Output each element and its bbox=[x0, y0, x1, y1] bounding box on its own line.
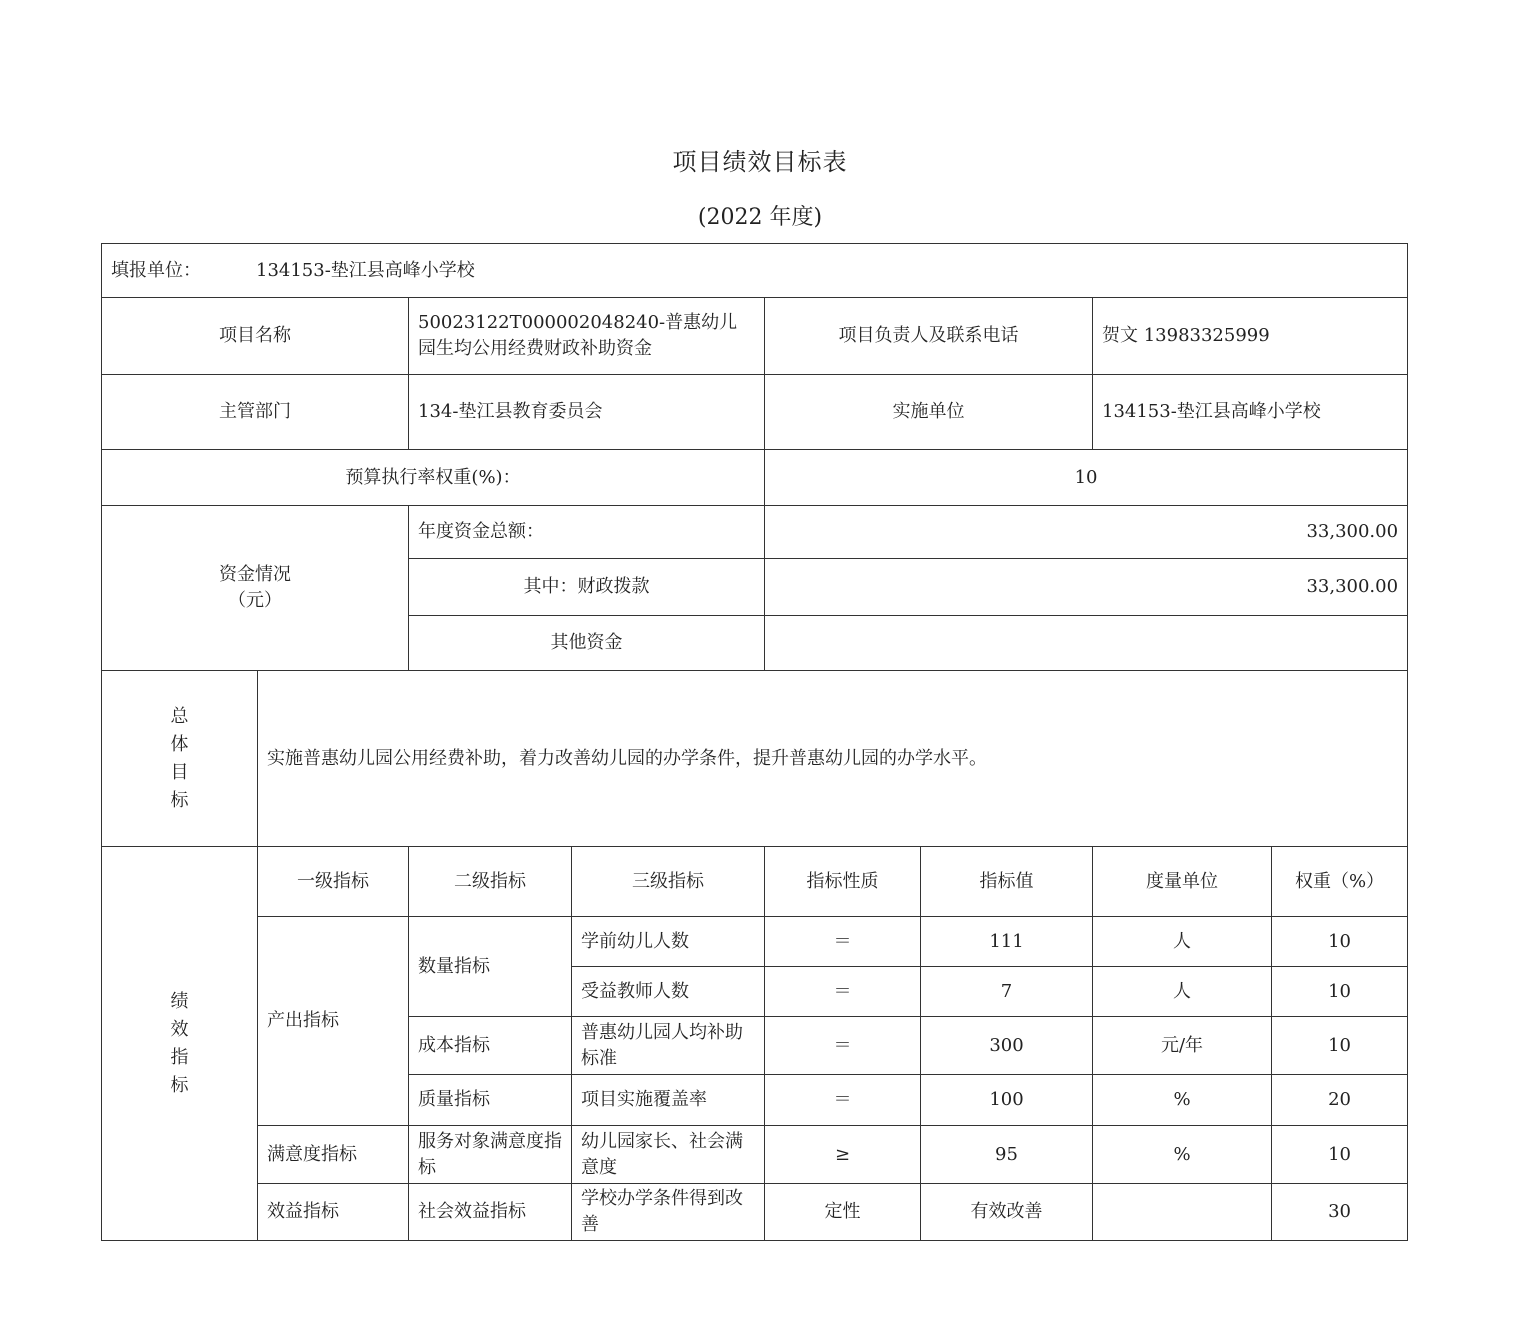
budget-rate-value: 10 bbox=[765, 450, 1408, 506]
goal-label bbox=[102, 671, 258, 847]
page-subtitle: (2022 年度) bbox=[697, 205, 823, 230]
project-row bbox=[102, 298, 1408, 375]
impl-label: 实施单位 bbox=[765, 375, 1093, 450]
goal-row bbox=[102, 671, 1408, 847]
funds-total-row bbox=[102, 506, 1408, 559]
quantity-indicator-label: 数量指标 bbox=[409, 917, 572, 1017]
unit-value: 134153-垫江县高峰小学校 bbox=[256, 259, 475, 281]
unit-cell: 元/年 bbox=[1093, 1017, 1272, 1075]
funds-total-label: 年度资金总额： bbox=[409, 506, 765, 559]
page-title: 项目绩效目标表 bbox=[672, 148, 848, 176]
weight-cell: 10 bbox=[1272, 967, 1408, 1017]
contact-value: 贺文 13983325999 bbox=[1093, 298, 1408, 375]
l3-cell: 项目实施覆盖率 bbox=[572, 1075, 765, 1126]
value-cell: 111 bbox=[921, 917, 1093, 967]
weight-cell: 20 bbox=[1272, 1075, 1408, 1126]
value-cell: 7 bbox=[921, 967, 1093, 1017]
unit-cell: % bbox=[1093, 1075, 1272, 1126]
unit-cell: 人 bbox=[1093, 917, 1272, 967]
contact-label: 项目负责人及联系电话 bbox=[765, 298, 1093, 375]
l3-cell: 学校办学条件得到改善 bbox=[572, 1184, 765, 1241]
perf-label bbox=[102, 847, 258, 1241]
goal-label-char: 标 bbox=[170, 789, 189, 811]
funds-total-value: 33,300.00 bbox=[765, 506, 1408, 559]
budget-rate-row bbox=[102, 450, 1408, 506]
funds-fiscal-value: 33,300.00 bbox=[765, 559, 1408, 616]
goal-label-char: 总 bbox=[170, 705, 189, 727]
performance-table bbox=[101, 243, 1408, 1241]
budget-rate-label: 预算执行率权重(%)： bbox=[102, 450, 765, 506]
header-nature: 指标性质 bbox=[765, 847, 921, 917]
table-row bbox=[102, 917, 1408, 967]
impl-value: 134153-垫江县高峰小学校 bbox=[1093, 375, 1408, 450]
header-l1: 一级指标 bbox=[258, 847, 409, 917]
project-name-label: 项目名称 bbox=[102, 298, 409, 375]
value-cell: 有效改善 bbox=[921, 1184, 1093, 1241]
funds-other-label: 其他资金 bbox=[409, 616, 765, 671]
nature-cell: ＝ bbox=[765, 1075, 921, 1126]
header-l2: 二级指标 bbox=[409, 847, 572, 917]
l1-cell: 效益指标 bbox=[258, 1184, 409, 1241]
funds-other-value bbox=[765, 616, 1408, 671]
nature-cell: ＝ bbox=[765, 967, 921, 1017]
l2-cell: 成本指标 bbox=[409, 1017, 572, 1075]
funds-label: 资金情况 bbox=[219, 564, 291, 585]
unit-cell: 人 bbox=[1093, 967, 1272, 1017]
project-name-value: 50023122T000002048240-普惠幼儿园生均公用经费财政补助资金 bbox=[409, 298, 765, 375]
unit-label: 填报单位： bbox=[111, 259, 201, 281]
value-cell: 95 bbox=[921, 1126, 1093, 1184]
weight-cell: 30 bbox=[1272, 1184, 1408, 1241]
table-row bbox=[102, 1126, 1408, 1184]
goal-label-char: 目 bbox=[170, 761, 189, 783]
unit-row bbox=[102, 244, 1408, 298]
nature-cell: 定性 bbox=[765, 1184, 921, 1241]
unit-cell: % bbox=[1093, 1126, 1272, 1184]
funds-fiscal-label: 其中：财政拨款 bbox=[409, 559, 765, 616]
unit-cell bbox=[102, 244, 1408, 298]
table-row bbox=[102, 1184, 1408, 1241]
l2-cell: 质量指标 bbox=[409, 1075, 572, 1126]
header-l3: 三级指标 bbox=[572, 847, 765, 917]
goal-label-char: 体 bbox=[170, 733, 189, 755]
dept-label: 主管部门 bbox=[102, 375, 409, 450]
perf-header-row bbox=[102, 847, 1408, 917]
funds-unit: （元） bbox=[228, 590, 282, 611]
unit-cell bbox=[1093, 1184, 1272, 1241]
perf-label-char: 标 bbox=[170, 1074, 189, 1096]
value-cell: 300 bbox=[921, 1017, 1093, 1075]
l3-cell: 受益教师人数 bbox=[572, 967, 765, 1017]
weight-cell: 10 bbox=[1272, 1126, 1408, 1184]
dept-row bbox=[102, 375, 1408, 450]
perf-label-char: 效 bbox=[170, 1018, 189, 1040]
nature-cell: ＝ bbox=[765, 1017, 921, 1075]
nature-cell: ＝ bbox=[765, 917, 921, 967]
funds-label-cell bbox=[102, 506, 409, 671]
header-value: 指标值 bbox=[921, 847, 1093, 917]
goal-text: 实施普惠幼儿园公用经费补助，着力改善幼儿园的办学条件，提升普惠幼儿园的办学水平。 bbox=[258, 671, 1408, 847]
perf-label-char: 指 bbox=[170, 1046, 189, 1068]
nature-cell: ≥ bbox=[765, 1126, 921, 1184]
l2-cell: 服务对象满意度指标 bbox=[409, 1126, 572, 1184]
weight-cell: 10 bbox=[1272, 917, 1408, 967]
output-indicator-label: 产出指标 bbox=[258, 917, 409, 1126]
perf-label-char: 绩 bbox=[170, 990, 189, 1012]
header-weight: 权重（%） bbox=[1272, 847, 1408, 917]
l2-cell: 社会效益指标 bbox=[409, 1184, 572, 1241]
value-cell: 100 bbox=[921, 1075, 1093, 1126]
l1-cell: 满意度指标 bbox=[258, 1126, 409, 1184]
l3-cell: 幼儿园家长、社会满意度 bbox=[572, 1126, 765, 1184]
weight-cell: 10 bbox=[1272, 1017, 1408, 1075]
dept-value: 134-垫江县教育委员会 bbox=[409, 375, 765, 450]
l3-cell: 学前幼儿人数 bbox=[572, 917, 765, 967]
header-unit: 度量单位 bbox=[1093, 847, 1272, 917]
l3-cell: 普惠幼儿园人均补助标准 bbox=[572, 1017, 765, 1075]
